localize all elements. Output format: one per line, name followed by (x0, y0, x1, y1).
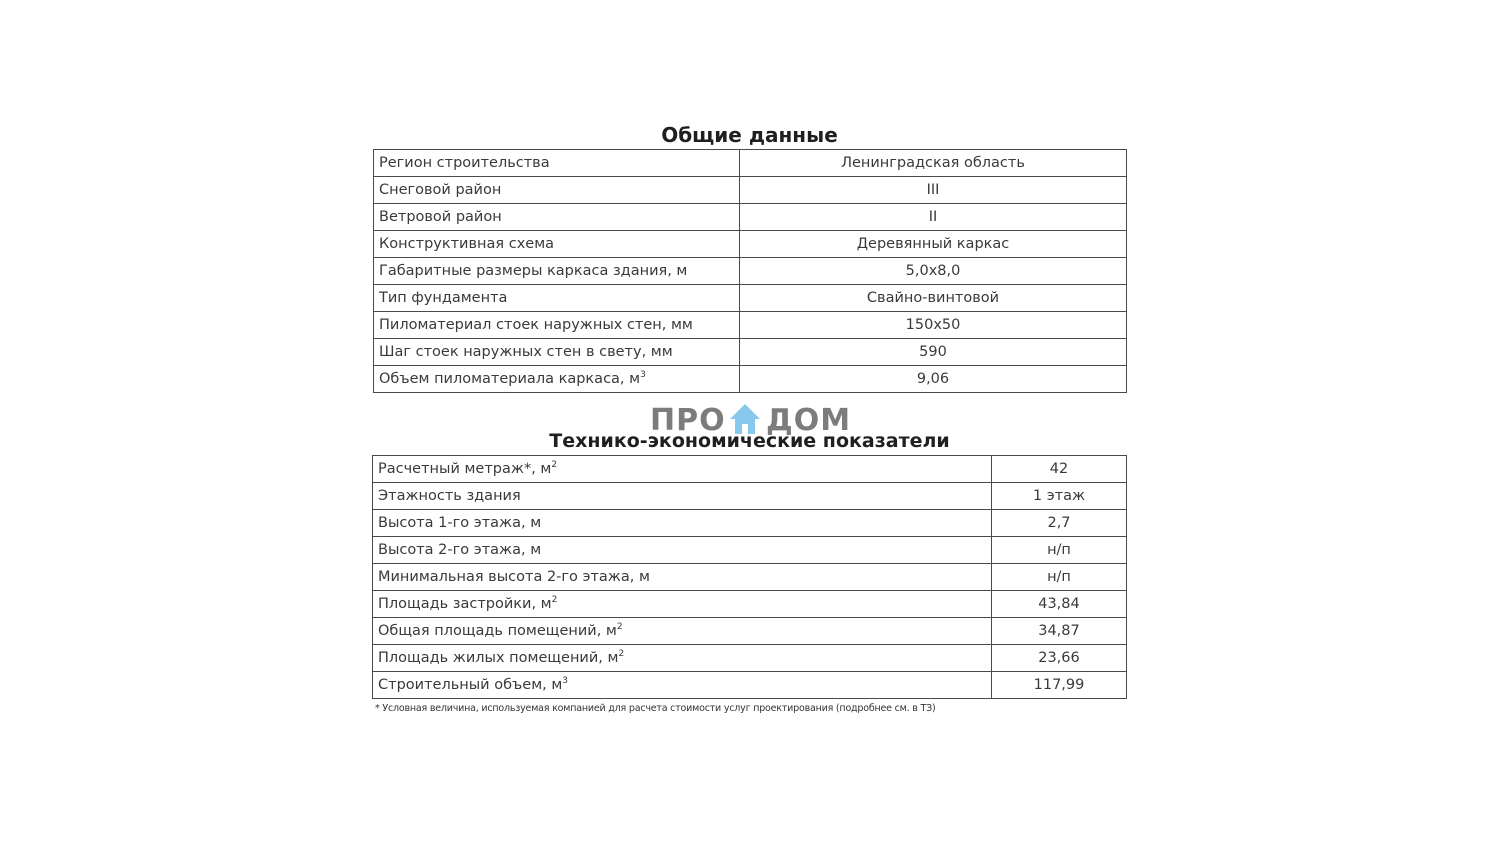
unit-superscript: 3 (640, 370, 646, 380)
row-label (373, 456, 992, 483)
row-label (374, 150, 740, 177)
row-label-text: Шаг стоек наружных стен в свету, мм (379, 344, 673, 360)
table-row (373, 456, 1127, 483)
row-label-text: Тип фундамента (379, 290, 508, 306)
row-label (373, 510, 992, 537)
row-label (373, 645, 992, 672)
row-value: 2,7 (992, 510, 1127, 537)
unit-superscript: 2 (616, 622, 623, 632)
table-row (374, 366, 1127, 393)
unit-superscript: 3 (562, 676, 569, 686)
row-label (373, 618, 992, 645)
row-value: II (740, 204, 1127, 231)
row-label-text: Минимальная высота 2-го этажа, м (378, 569, 650, 585)
row-label (373, 483, 992, 510)
logo-text-left: ПРО (650, 403, 726, 438)
table-row (374, 258, 1127, 285)
row-label-text: Площадь застройки, м (378, 596, 552, 612)
table-row (374, 339, 1127, 366)
logo-text-right: ДОМ (766, 403, 852, 438)
table-row (374, 231, 1127, 258)
unit-superscript: 2 (618, 649, 625, 659)
row-value: 117,99 (992, 672, 1127, 699)
row-label (373, 564, 992, 591)
row-label-text: Конструктивная схема (379, 236, 555, 252)
row-label-text: Площадь жилых помещений, м (378, 650, 619, 666)
unit-superscript: 2 (551, 460, 558, 470)
row-label-text: Расчетный метраж*, м (378, 461, 552, 477)
row-label-text: Строительный объем, м (378, 677, 563, 693)
row-value: 43,84 (992, 591, 1127, 618)
row-value: 23,66 (992, 645, 1127, 672)
table-row (374, 312, 1127, 339)
row-label (374, 312, 740, 339)
row-label (373, 591, 992, 618)
row-label (373, 672, 992, 699)
row-label-text: Высота 2-го этажа, м (378, 542, 542, 558)
unit-superscript: 2 (551, 595, 558, 605)
section-title-indicators: Технико-экономические показатели (549, 430, 950, 452)
row-label (374, 339, 740, 366)
row-label-text: Ветровой район (379, 209, 502, 225)
table-row (374, 150, 1127, 177)
row-label-text: Пиломатериал стоек наружных стен, мм (379, 317, 693, 333)
row-value: 34,87 (992, 618, 1127, 645)
row-value: III (740, 177, 1127, 204)
row-value: н/п (992, 564, 1127, 591)
table-row (373, 618, 1127, 645)
row-label (374, 204, 740, 231)
indicators-table (372, 455, 1127, 699)
row-label (374, 177, 740, 204)
table-row (374, 204, 1127, 231)
row-label (374, 231, 740, 258)
row-value: 5,0х8,0 (740, 258, 1127, 285)
general-data-table (373, 149, 1127, 393)
row-label (374, 258, 740, 285)
row-value: 9,06 (740, 366, 1127, 393)
footnote: * Условная величина, используемая компанией для расчета стоимости услуг проектирования (подробнее см. в ТЗ) (375, 703, 936, 714)
row-value: 42 (992, 456, 1127, 483)
table-row (373, 591, 1127, 618)
row-label (373, 537, 992, 564)
row-label-text: Регион строительства (379, 155, 550, 171)
table-row (373, 645, 1127, 672)
table-row (373, 537, 1127, 564)
row-label-text: Этажность здания (378, 488, 521, 504)
row-value: н/п (992, 537, 1127, 564)
table-row (373, 672, 1127, 699)
row-label-text: Высота 1-го этажа, м (378, 515, 542, 531)
table-row (374, 177, 1127, 204)
row-label-text: Снеговой район (379, 182, 502, 198)
row-value: 590 (740, 339, 1127, 366)
row-value: 150х50 (740, 312, 1127, 339)
row-label (374, 285, 740, 312)
row-value: 1 этаж (992, 483, 1127, 510)
table-row (374, 285, 1127, 312)
row-label-text: Объем пиломатериала каркаса, м (379, 371, 641, 387)
row-value: Свайно-винтовой (740, 285, 1127, 312)
row-label-text: Общая площадь помещений, м (378, 623, 617, 639)
section-title-general: Общие данные (661, 123, 838, 147)
table-row (373, 510, 1127, 537)
row-value: Деревянный каркас (740, 231, 1127, 258)
row-label-text: Габаритные размеры каркаса здания, м (379, 263, 688, 279)
row-label (374, 366, 740, 393)
table-row (373, 483, 1127, 510)
table-row (373, 564, 1127, 591)
row-value: Ленинградская область (740, 150, 1127, 177)
